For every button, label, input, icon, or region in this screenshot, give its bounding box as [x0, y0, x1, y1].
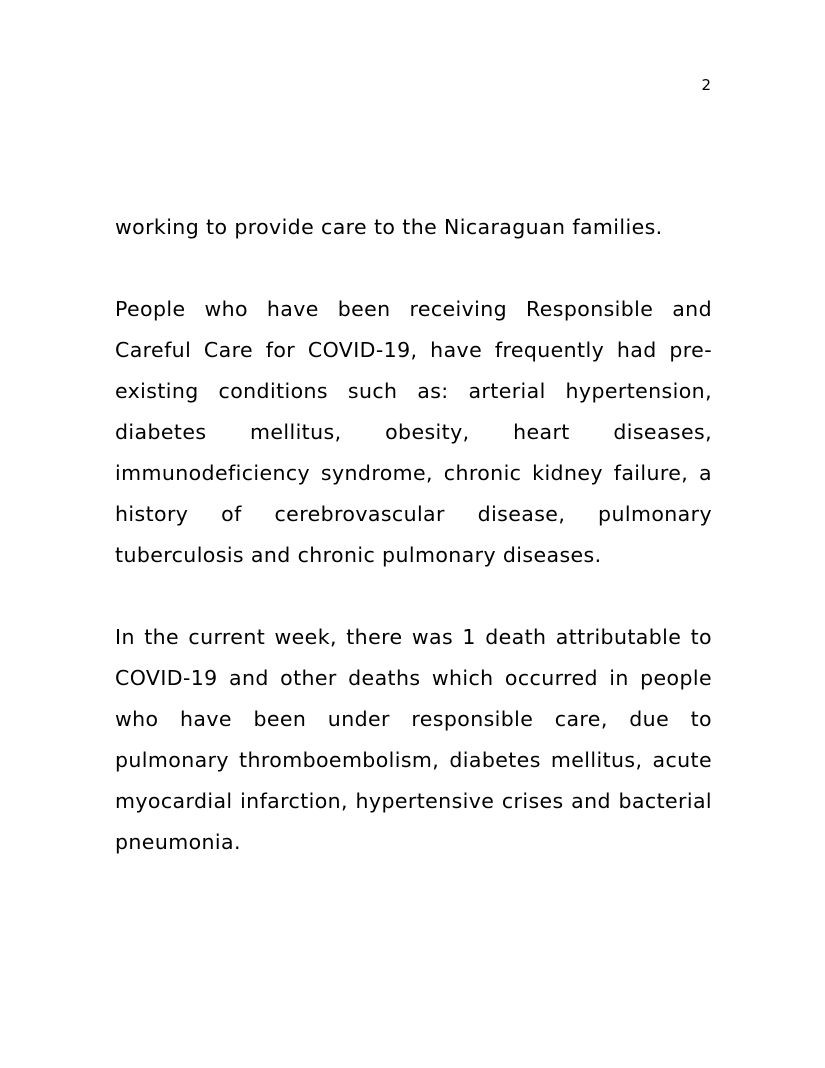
- document-body: [115, 207, 712, 904]
- paragraph-weekly-deaths: In the current week, there was 1 death attributable to COVID-19 and other deaths which occurred in people who have been under responsible care, due to pulmonary thromboembolism, diabetes mellitus, acute myocardial infarction, hypertensive crises and bacterial pneumonia.: [115, 625, 712, 854]
- paragraph-continuation: working to provide care to the Nicaraguan families.: [115, 215, 663, 239]
- paragraph-preexisting-conditions: People who have been receiving Responsible and Careful Care for COVID-19, have frequently had pre-existing conditions such as: arterial hypertension, diabetes mellitus, obesity, heart diseases, immunodeficiency syndrome, chronic kidney failure, a history of cerebrovascular disease, pulmonary tuberculosis and chronic pulmonary diseases.: [115, 297, 712, 567]
- page-number: 2: [701, 76, 711, 94]
